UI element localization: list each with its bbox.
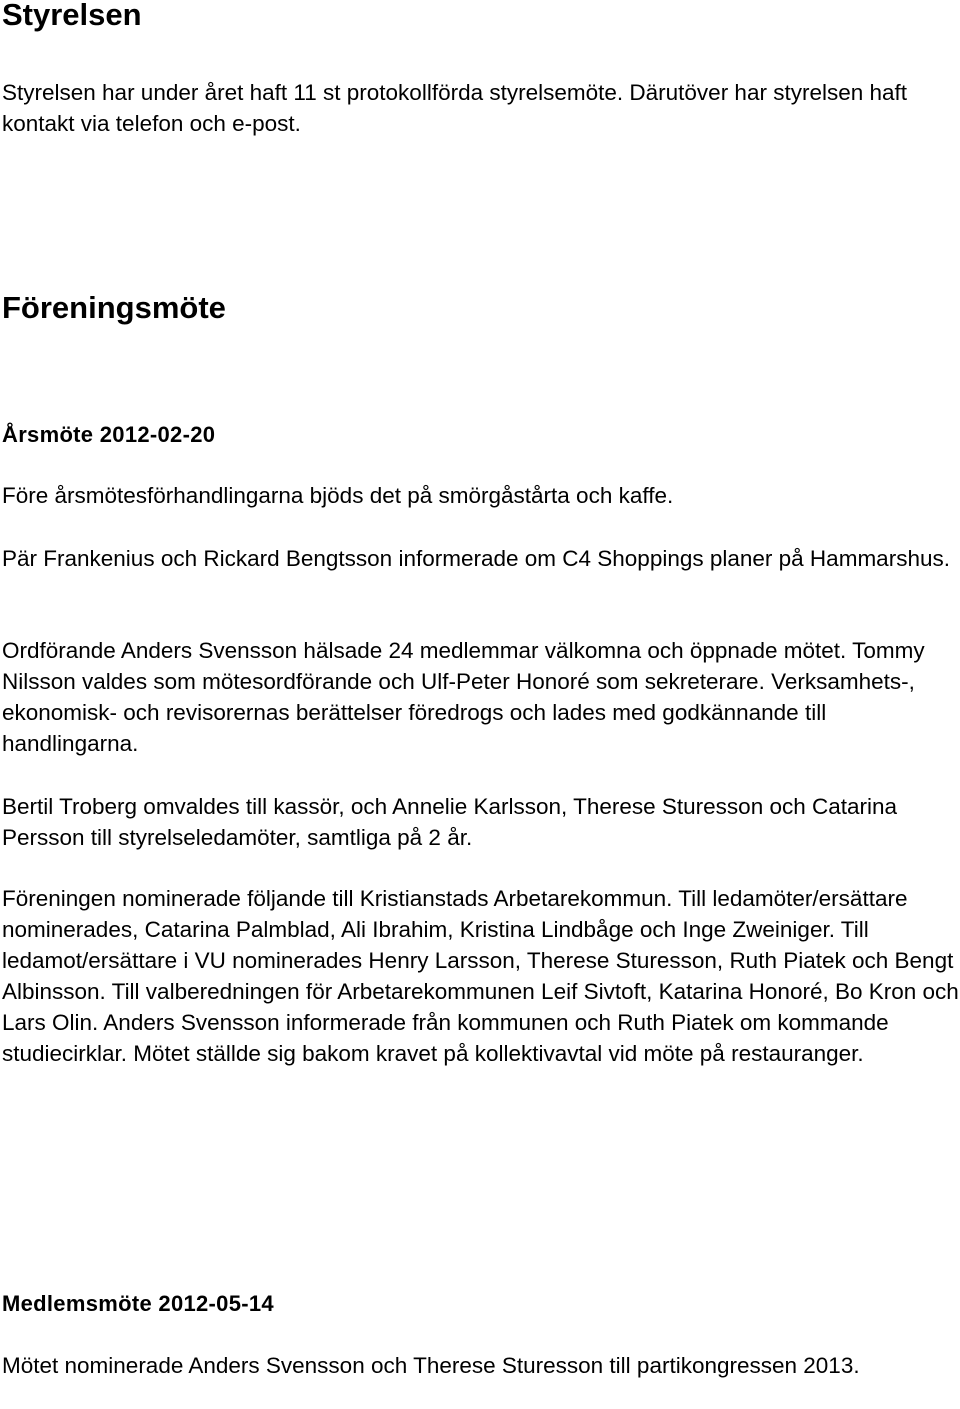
paragraph-medlemsmote: Mötet nominerade Anders Svensson och Therese Sturesson till partikongressen 2013. [2, 1353, 860, 1378]
paragraph-styrelsen: Styrelsen har under året haft 11 st protokollförda styrelsemöte. Därutöver har styrelsen haft kontakt via telefon och e-post. [2, 80, 908, 136]
heading-medlemsmote: Medlemsmöte 2012-05-14 [2, 1291, 274, 1316]
heading-arsmote: Årsmöte 2012-02-20 [2, 422, 216, 447]
paragraph-arsmote-1: Före årsmötesförhandlingarna bjöds det på smörgåstårta och kaffe. [2, 483, 674, 508]
heading-styrelsen: Styrelsen [2, 0, 142, 32]
paragraph-arsmote-4: Bertil Troberg omvaldes till kassör, och Annelie Karlsson, Therese Sturesson och Catarina Persson till styrelseledamöter, samtliga på 2 år. [2, 794, 898, 850]
paragraph-arsmote-5: Föreningen nominerade följande till Kristianstads Arbetarekommun. Till ledamöter/ersättare nominerades, Catarina Palmblad, Ali Ibrahim, Kristina Lindbåge och Inge Zweiniger. Till ledamot/ersättare i VU nominerades Henry Larsson, Therese Sturesson, Ruth Piatek och Bengt Albinsson. Till valberedningen för Arbetarekommunen Leif Sivtoft, Katarina Honoré, Bo Kron och Lars Olin. Anders Svensson informerade från kommunen och Ruth Piatek om kommande studiecirklar. Mötet ställde sig bakom kravet på kollektivavtal vid möte på restauranger. [2, 886, 959, 1066]
paragraph-arsmote-3: Ordförande Anders Svensson hälsade 24 medlemmar välkomna och öppnade mötet. Tommy Nilsson valdes som mötesordförande och Ulf-Peter Honoré som sekreterare. Verksamhets-, ekonomisk- och revisorernas berättelser föredrogs och lades med godkännande till handlingarna. [2, 638, 925, 756]
heading-foreningsmote: Föreningsmöte [2, 290, 226, 325]
paragraph-arsmote-2: Pär Frankenius och Rickard Bengtsson informerade om C4 Shoppings planer på Hammarshus. [2, 546, 950, 571]
